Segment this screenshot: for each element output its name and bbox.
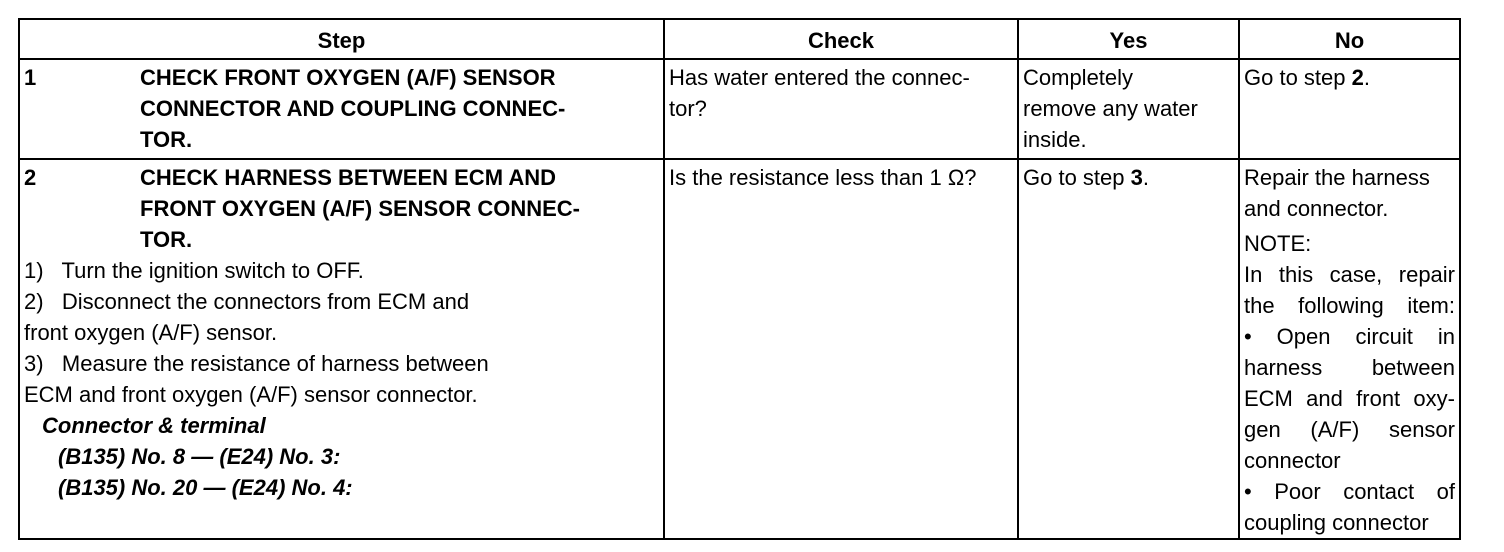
yes-text-line: Completely [1023,65,1134,90]
procedure-line: 3) Measure the resistance of harness between [24,351,489,376]
no-cell [1239,159,1460,539]
note-line: ECM and front oxy- [1244,386,1455,411]
note-line: harness between [1244,355,1455,380]
header-row [19,19,1460,59]
no-step-link: 2 [1351,65,1364,90]
yes-cell [1018,59,1239,159]
step-number: 1 [24,65,37,90]
yes-text-line: remove any water [1023,96,1198,121]
note-label: NOTE: [1244,231,1312,256]
check-cell [664,159,1018,539]
step-title-line: CHECK HARNESS BETWEEN ECM AND [140,165,556,190]
diagnostic-table [18,18,1461,540]
check-text-line: tor? [669,96,707,121]
yes-text: Go to step [1023,165,1131,190]
yes-cell [1018,159,1239,539]
step-cell [19,59,664,159]
header-yes: Yes [1018,19,1239,59]
step-number: 2 [24,165,37,190]
no-text-line: and connector. [1244,196,1389,221]
header-no: No [1239,19,1460,59]
no-text-line: Repair the harness [1244,165,1430,190]
step-title-line: FRONT OXYGEN (A/F) SENSOR CONNEC- [140,196,581,221]
note-line: the following item: [1244,293,1455,318]
step-title-line: TOR. [140,227,193,252]
yes-text-line: inside. [1023,127,1087,152]
step-title-line: CHECK FRONT OXYGEN (A/F) SENSOR [140,65,556,90]
check-cell [664,59,1018,159]
note-line: • Poor contact of [1244,479,1455,504]
no-text-suffix: . [1363,65,1370,90]
connector-heading: Connector & terminal [42,413,266,438]
note-line: In this case, repair [1244,262,1455,287]
table-row [19,59,1460,159]
check-text-line: Has water entered the connec- [669,65,970,90]
header-step: Step [19,19,664,59]
step-title-line: CONNECTOR AND COUPLING CONNEC- [140,96,566,121]
yes-text-suffix: . [1142,165,1149,190]
no-text: Go to step [1244,65,1352,90]
connector-terminal-line: (B135) No. 20 — (E24) No. 4: [58,475,353,500]
step-cell [19,159,664,539]
no-cell [1239,59,1460,159]
connector-terminal-line: (B135) No. 8 — (E24) No. 3: [58,444,341,469]
note-line: gen (A/F) sensor [1244,417,1455,442]
note-line: connector [1244,448,1341,473]
procedure-line: 2) Disconnect the connectors from ECM and [24,289,470,314]
note-line: • Open circuit in [1244,324,1455,349]
step-title-line: TOR. [140,127,193,152]
note-line: coupling connector [1244,510,1429,535]
header-check: Check [664,19,1018,59]
procedure-line: front oxygen (A/F) sensor. [24,320,278,345]
procedure-line: ECM and front oxygen (A/F) sensor connector. [24,382,478,407]
check-text-line: Is the resistance less than 1 Ω? [669,165,977,190]
table-row [19,159,1460,539]
yes-step-link: 3 [1130,165,1143,190]
procedure-line: 1) Turn the ignition switch to OFF. [24,258,364,283]
